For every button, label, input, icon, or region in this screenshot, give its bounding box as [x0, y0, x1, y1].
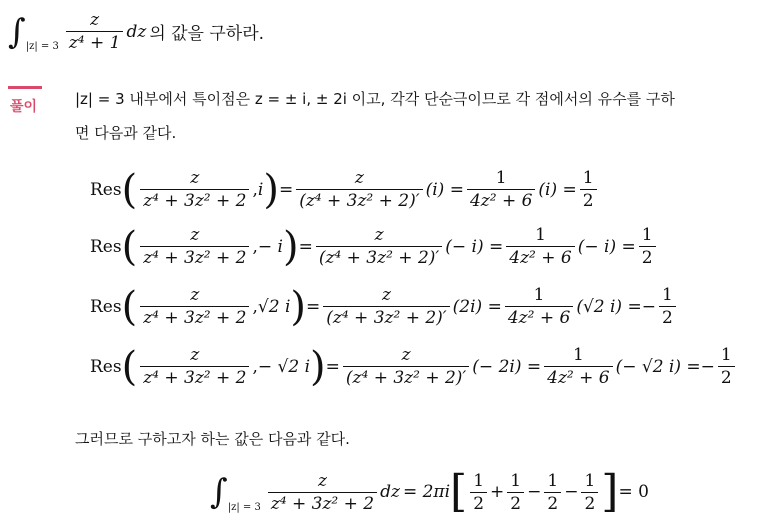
final-equation: ∫ |z| = 3 $\frac{z}{\text{z⁴ + 3z² + 2}}$ dz = 2πi [ $\frac{1}{2}$ + $\frac{1}{2}$ − $\frac{1}{2}$ − $\frac{1}{2}$ ] = 0	[210, 466, 649, 517]
left-bracket: [	[450, 466, 468, 517]
final-result: = 0	[618, 482, 649, 502]
problem-numerator: z	[90, 10, 100, 30]
right-paren: )	[263, 166, 279, 213]
value-fraction: $\frac{1}{2}$	[580, 168, 597, 211]
residue-line-2: Res ( $\frac{z}{\text{z⁴ + 3z² + 2}}$ , − i ) = $\frac{z}{\text{(z⁴ + 3z² + 2)′}}$ (− i) = $\frac{1}{\text{4z² + 6}}$ (− i) = $\frac{1}{2}$	[90, 225, 659, 268]
integral-sign: ∫	[8, 11, 26, 52]
problem-text: 의 값을 구하라.	[149, 24, 265, 44]
intro-line-2: 면 다음과 같다.	[75, 124, 177, 142]
integral-limit: |z| = 3	[227, 501, 261, 513]
residue-line-4: Res ( $\frac{z}{\text{z⁴ + 3z² + 2}}$ , − √2 i ) = $\frac{z}{\text{(z⁴ + 3z² + 2)′}}$ (− 2i) = $\frac{1}{\text{4z² + 6}}$ (− √2 i) = − $\frac{1}{2}$	[90, 345, 738, 388]
eval-point: (i)	[425, 179, 445, 200]
quotient-fraction: $\frac{z}{\text{(z⁴ + 3z² + 2)′}}$	[296, 168, 422, 211]
res-arg: √2 i	[257, 296, 291, 317]
right-bracket: ]	[601, 466, 619, 517]
residue-line-3: Res ( $\frac{z}{\text{z⁴ + 3z² + 2}}$ , √2 i ) = $\frac{z}{\text{(z⁴ + 3z² + 2)′}}$ (2i) = $\frac{1}{\text{4z² + 6}}$ (√2 i) = − $\frac{1}{2}$	[90, 285, 679, 328]
res-fraction: $\frac{z}{\text{z⁴ + 3z² + 2}}$	[140, 168, 249, 211]
res-arg: − i	[257, 236, 283, 257]
problem-statement	[8, 10, 264, 53]
solution-label: 풀이	[10, 99, 38, 115]
residue-line-1: Res ( $\frac{z}{\text{z⁴ + 3z² + 2}}$ , i ) = $\frac{z}{\text{(z⁴ + 3z² + 2)′}}$ (i) = $\frac{1}{\text{4z² + 6}}$ (i) = $\frac{1}{2}$	[90, 168, 600, 211]
intro-line-1: |z| = 3 내부에서 특이점은 z = ± i, ± 2i 이고, 각각 단순극이므로 각 점에서의 유수를 구하	[75, 90, 675, 108]
res-arg: − √2 i	[257, 356, 311, 377]
res-arg: i	[257, 179, 264, 200]
problem-dz: dz	[126, 21, 147, 42]
deriv-fraction: $\frac{1}{\text{4z² + 6}}$	[467, 168, 535, 211]
res-label: Res	[90, 179, 122, 200]
left-paren: (	[121, 166, 138, 213]
problem-denominator: z⁴ + 1	[66, 31, 124, 53]
integral-sign: ∫	[210, 472, 228, 512]
solution-label-bar	[8, 86, 42, 89]
conclusion-text: 그러므로 구하고자 하는 값은 다음과 같다.	[75, 430, 350, 448]
integral-limit: |z| = 3	[25, 41, 59, 52]
problem-fraction	[66, 10, 124, 53]
